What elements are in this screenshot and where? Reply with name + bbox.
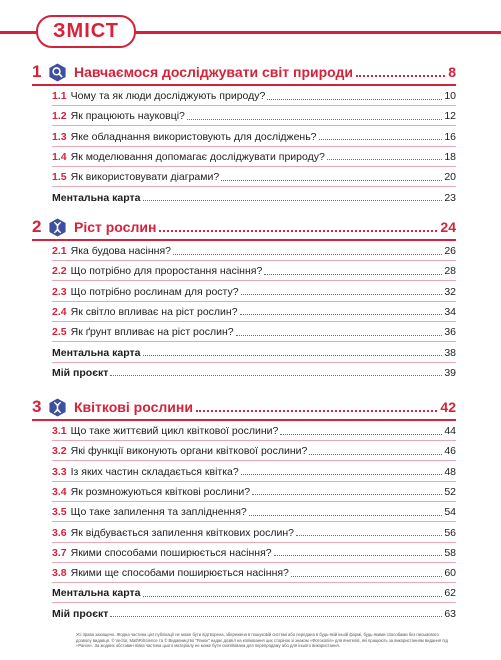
entry-divider	[52, 542, 456, 543]
chapter-number: 1	[32, 62, 42, 81]
entry-page-number: 60	[444, 567, 456, 580]
entry-divider	[52, 562, 456, 563]
entry-title: Що потрібно рослинам для росту?	[70, 285, 239, 298]
entry-number: 2.1	[52, 245, 67, 257]
entry-title: Мій проєкт	[52, 366, 109, 379]
entry-page-number: 54	[444, 506, 456, 519]
entry-page-number: 18	[444, 150, 456, 163]
entry-divider	[52, 321, 456, 322]
entry-page-number: 38	[444, 346, 456, 359]
toc-entry[interactable]	[52, 88, 456, 104]
toc-entry[interactable]	[52, 190, 456, 206]
chapter-title: Навчаємося досліджувати світ природи	[74, 64, 354, 80]
dot-leader	[291, 576, 442, 577]
toc-entry[interactable]	[52, 284, 456, 300]
entry-page-number: 23	[444, 191, 456, 204]
chapter-heading[interactable]	[32, 60, 456, 84]
copyright-footer: Усі права захищено. Жодна частина цієї публікації не може бути відтворена, збережена в пошуковій системі або передана в будь-якій іншій формі, будь-якими способами без письмового дозволу видавця. © Vector, MathRiScience та © Видавництво "Ранок" надає дозвіл на копіювання цих сторінок зі знаком «Фотокопія» для вчителів, які працюють за використанням видання під «Ранок». За жодних обставин ніяка частина цього матеріалу не може бути скопійована для перепродажу або для іншого використання.	[76, 632, 448, 649]
entry-divider	[52, 280, 456, 281]
entry-page-number: 32	[444, 285, 456, 298]
page-title: ЗМІСТ	[53, 20, 119, 42]
entry-page-number: 28	[444, 265, 456, 278]
dot-leader	[196, 410, 437, 412]
dot-leader	[241, 294, 443, 295]
entry-divider	[52, 186, 456, 187]
chapter-page-number: 24	[440, 219, 456, 235]
toc-entry[interactable]	[52, 263, 456, 279]
chapter-number: 3	[32, 397, 42, 416]
dot-leader	[110, 375, 442, 376]
entry-title: Ментальна карта	[52, 191, 141, 204]
entry-number: 2.4	[52, 305, 67, 318]
dot-leader	[249, 515, 443, 516]
dna-icon	[48, 398, 67, 417]
entry-title: Яке обладнання використовують для досліджень?	[70, 130, 317, 143]
entry-page-number: 63	[444, 607, 456, 620]
toc-entry[interactable]	[52, 304, 456, 320]
entry-title: Ментальна карта	[52, 587, 141, 600]
entry-number: 3.1	[52, 425, 67, 437]
entry-title: Що таке запилення та запліднення?	[70, 506, 247, 519]
dot-leader	[327, 159, 442, 160]
dot-leader	[110, 616, 442, 617]
toc-entry[interactable]	[52, 324, 456, 340]
entry-number: 3.2	[52, 445, 67, 458]
entry-divider	[52, 260, 456, 261]
entry-number: 1.1	[52, 90, 67, 102]
entry-title: Як світло впливає на ріст рослин?	[70, 305, 238, 318]
dot-leader	[309, 454, 442, 455]
toc-entry[interactable]	[52, 464, 456, 480]
entry-number: 1.2	[52, 110, 67, 123]
entry-page-number: 56	[444, 526, 456, 539]
dot-leader	[159, 230, 437, 232]
chapter-number: 2	[32, 217, 42, 236]
entry-page-number: 62	[444, 587, 456, 600]
chapter-underline	[32, 239, 456, 241]
toc-entry[interactable]	[52, 525, 456, 541]
entry-divider	[52, 362, 456, 363]
entry-number: 1.4	[52, 150, 67, 163]
dot-leader	[319, 139, 443, 140]
entry-number: 2.5	[52, 326, 67, 339]
toc-entry[interactable]	[52, 565, 456, 581]
chapter-title: Квіткові рослини	[74, 399, 193, 415]
entry-divider	[52, 146, 456, 147]
dot-leader	[356, 75, 445, 77]
entry-divider	[52, 602, 456, 603]
entry-page-number: 12	[444, 110, 456, 123]
entry-title: Що потрібно для проростання насіння?	[70, 265, 263, 278]
entry-title: Як використовувати діаграми?	[70, 171, 220, 184]
dot-leader	[143, 596, 443, 597]
entry-divider	[52, 166, 456, 167]
entry-divider	[52, 440, 456, 441]
entry-page-number: 16	[444, 130, 456, 143]
magnifier-icon	[48, 63, 67, 82]
entry-title: Мій проєкт	[52, 607, 109, 620]
entry-page-number: 58	[444, 546, 456, 559]
toc-entry[interactable]	[52, 585, 456, 601]
toc-entry[interactable]	[52, 169, 456, 185]
dot-leader	[143, 355, 443, 356]
entry-divider	[52, 460, 456, 461]
entry-number: 3.7	[52, 546, 67, 559]
entry-page-number: 52	[444, 485, 456, 498]
entry-number: 3.8	[52, 567, 67, 580]
entry-page-number: 26	[444, 245, 456, 257]
entry-divider	[52, 582, 456, 583]
toc-entry[interactable]	[52, 504, 456, 520]
entry-divider	[52, 341, 456, 342]
toc-entry[interactable]	[52, 108, 456, 124]
dot-leader	[264, 274, 442, 275]
entry-page-number: 39	[444, 366, 456, 379]
toc-entry[interactable]	[52, 149, 456, 165]
toc-entry[interactable]	[52, 129, 456, 145]
entry-title: Якими способами поширюється насіння?	[70, 546, 272, 559]
toc-entry[interactable]	[52, 484, 456, 500]
dot-leader	[267, 99, 442, 100]
entry-divider	[52, 105, 456, 106]
entry-divider	[52, 521, 456, 522]
entry-title: Як розмножуються квіткові рослини?	[70, 485, 251, 498]
dot-leader	[241, 474, 443, 475]
entry-page-number: 20	[444, 171, 456, 184]
dot-leader	[296, 535, 442, 536]
entry-page-number: 44	[444, 425, 456, 437]
entry-number: 2.2	[52, 265, 67, 278]
entry-number: 3.6	[52, 526, 67, 539]
dot-leader	[240, 314, 443, 315]
entry-number: 3.5	[52, 506, 67, 519]
dot-leader	[221, 180, 442, 181]
entry-title: Як відбувається запилення квіткових рослин?	[70, 526, 294, 539]
dot-leader	[274, 555, 443, 556]
chapter-page-number: 8	[448, 64, 456, 80]
entry-title: Ментальна карта	[52, 346, 141, 359]
toc-entry[interactable]	[52, 545, 456, 561]
dot-leader	[280, 434, 442, 435]
entry-page-number: 36	[444, 326, 456, 339]
dot-leader	[187, 119, 442, 120]
header-badge	[36, 15, 136, 48]
entry-divider	[52, 481, 456, 482]
entry-page-number: 48	[444, 465, 456, 478]
toc-entry[interactable]	[52, 443, 456, 459]
dot-leader	[143, 200, 443, 201]
entry-title: Які функції виконують органи квіткової рослини?	[70, 445, 308, 458]
toc-entry[interactable]	[52, 345, 456, 361]
chapter-underline	[32, 84, 456, 86]
dna-icon	[48, 218, 67, 237]
toc-entry[interactable]	[52, 606, 456, 622]
entry-number: 1.5	[52, 171, 67, 184]
entry-number: 3.3	[52, 465, 67, 478]
chapter-title: Ріст рослин	[74, 219, 157, 235]
entry-number: 3.4	[52, 485, 67, 498]
entry-title: Із яких частин складається квітка?	[70, 465, 239, 478]
entry-number: 2.3	[52, 285, 67, 298]
entry-page-number: 34	[444, 305, 456, 318]
entry-divider	[52, 125, 456, 126]
entry-page-number: 10	[444, 90, 456, 102]
entry-title: Як моделювання допомагає досліджувати природу?	[70, 150, 325, 163]
toc-entry[interactable]	[52, 243, 456, 259]
entry-title: Яка будова насіння?	[70, 245, 171, 257]
entry-number: 1.3	[52, 130, 67, 143]
entry-page-number: 46	[444, 445, 456, 458]
entry-divider	[52, 301, 456, 302]
chapter-page-number: 42	[440, 399, 456, 415]
dot-leader	[252, 494, 442, 495]
entry-divider	[52, 501, 456, 502]
entry-title: Що таке життєвий цикл квіткової рослини?	[70, 425, 279, 437]
chapter-underline	[32, 419, 456, 421]
entry-title: Якими ще способами поширюється насіння?	[70, 567, 289, 580]
chapter-heading[interactable]	[32, 215, 456, 239]
entry-title: Як працюють науковці?	[70, 110, 185, 123]
toc-entry[interactable]	[52, 365, 456, 381]
chapter-heading[interactable]	[32, 395, 456, 419]
entry-title: Чому та як люди досліджують природу?	[70, 90, 266, 102]
dot-leader	[236, 335, 443, 336]
toc-entry[interactable]	[52, 423, 456, 439]
entry-title: Як ґрунт впливає на ріст рослин?	[70, 326, 234, 339]
dot-leader	[173, 254, 442, 255]
